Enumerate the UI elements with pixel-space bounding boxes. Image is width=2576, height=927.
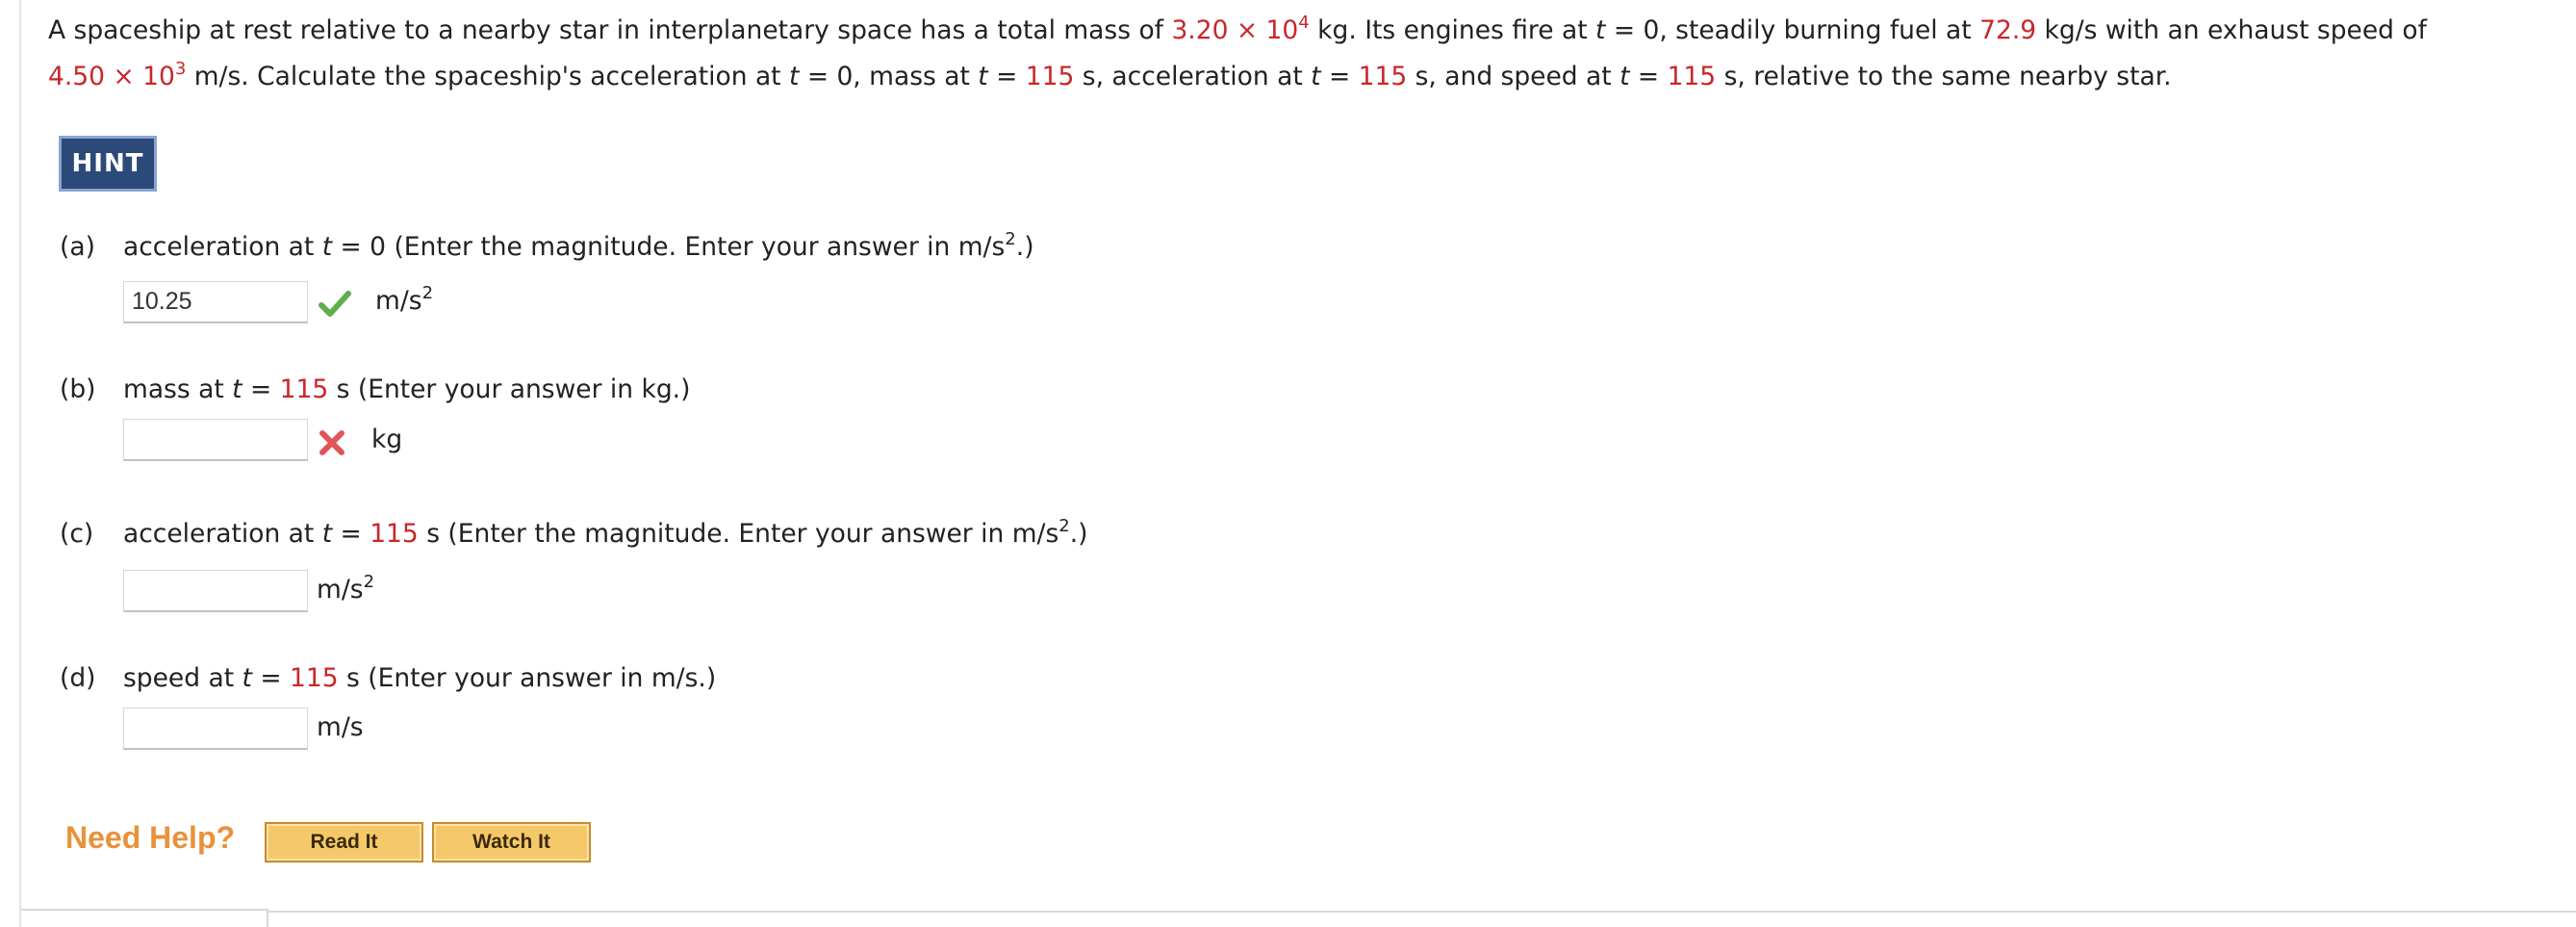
part-d-unit: m/s [317,712,364,742]
part-b-question: (b) mass at t = 115 s (Enter your answer in kg.) [60,374,691,404]
part-c-question: (c) acceleration at t = 115 s (Enter the magnitude. Enter your answer in $m/s^2$.) [60,515,1088,549]
part-b-answer-input[interactable] [123,419,308,461]
part-d-question: (d) speed at t = 115 s (Enter your answer in m/s.) [60,663,717,693]
exhaust-speed-value: $4.50 \times 10^3$ [48,58,187,91]
part-d-answer-input[interactable] [123,708,308,750]
part-c-answer-input[interactable] [123,570,308,612]
footer-divider [21,909,267,911]
watch-it-button[interactable]: Watch It [432,822,591,863]
part-c-unit: $m/s^2$ [317,571,375,605]
left-border [19,0,21,927]
time-value: 115 [1358,62,1408,91]
hint-button[interactable]: HINT [59,136,157,192]
burn-rate-value: 72.9 [1979,15,2037,45]
part-b-unit: kg [371,425,403,454]
part-a-question: (a) acceleration at t = 0 (Enter the magnitude. Enter your answer in $m/s^2$.) [60,228,1034,262]
need-help-label: Need Help? [65,820,236,855]
time-value: 115 [1025,62,1075,91]
time-value: 115 [1667,62,1717,91]
initial-mass-value: $3.20 \times 10^4$ [1171,12,1310,45]
footer-divider [267,911,2576,913]
read-it-button[interactable]: Read It [265,822,423,863]
part-a-unit: $m/s^2$ [375,282,434,316]
problem-statement: A spaceship at rest relative to a nearby star in interplanetary space has a total mass of $3.20 \times 10^4$ kg. Its engines fire at t = 0, steadily burning fuel at 72.9 kg/s with an exhaust speed of $4.50 \times 10^3$ m/s. Calculate the spaceship's acceleration at t = 0, mass at t = 115 s, acceleration at t = 115 s, and speed at t = 115 s, relative to the same nearby star. [48,12,2427,91]
part-a-answer-input[interactable] [123,281,308,323]
check-icon [319,289,351,318]
cross-icon [318,428,346,457]
